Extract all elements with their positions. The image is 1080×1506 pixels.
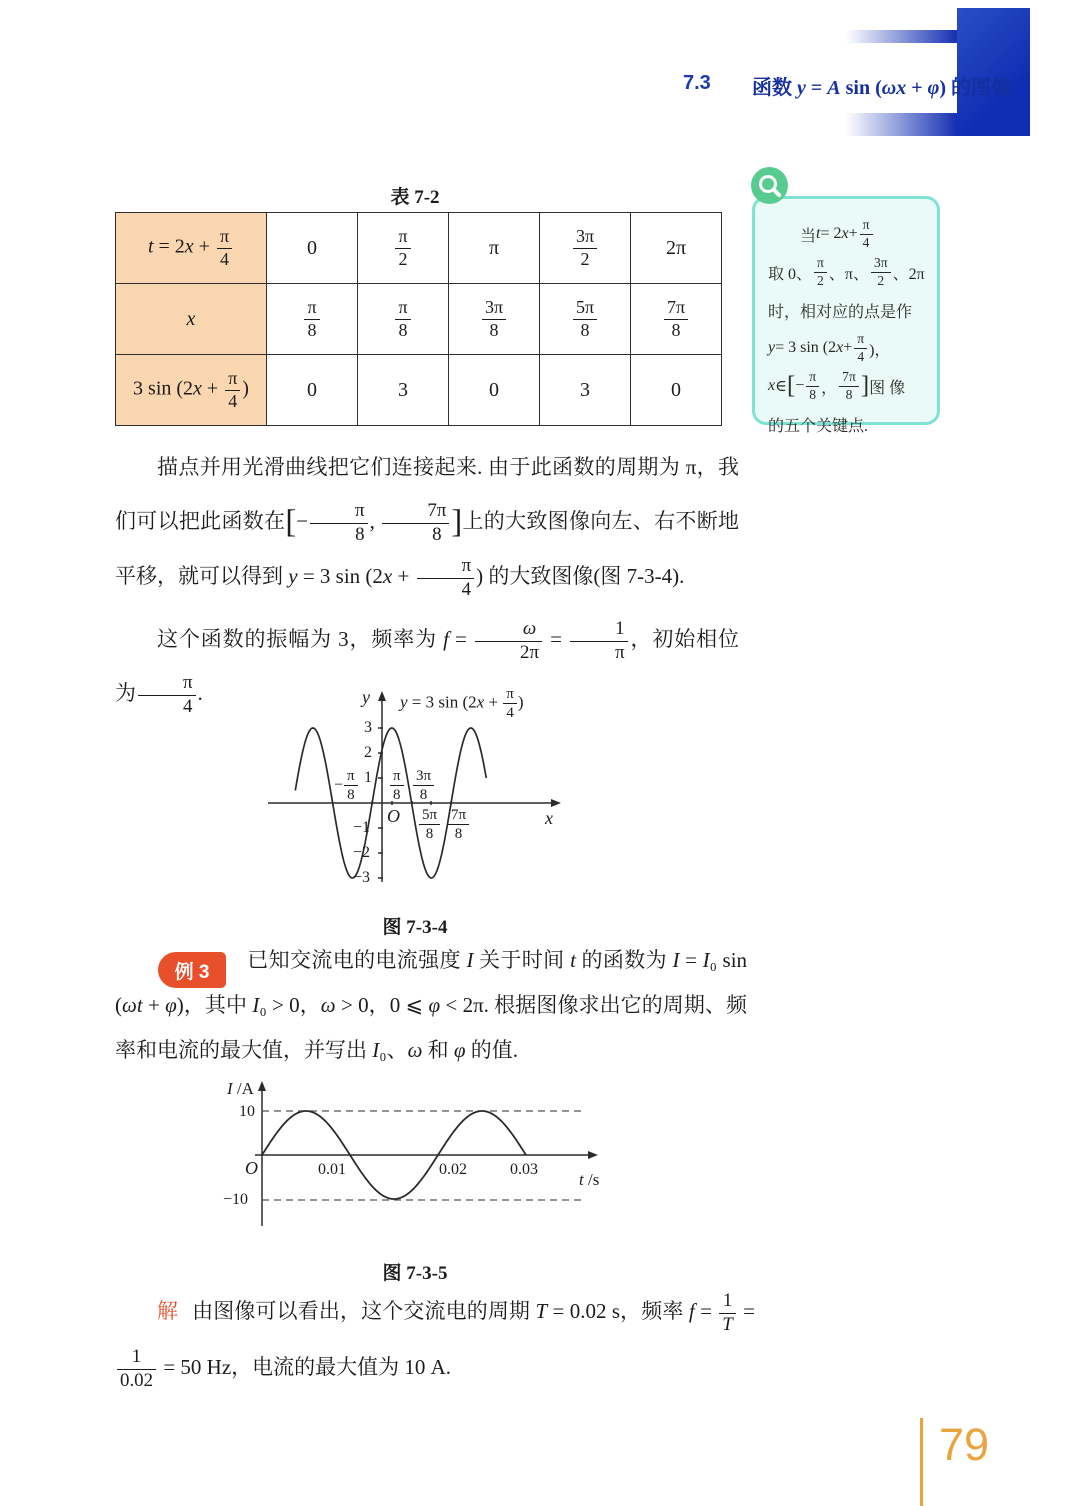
paragraph-plot-description: 描点并用光滑曲线把它们连接起来. 由于此函数的周期为 π，我们可以把此函数在[− $\frac{\pi}{8}$ , $\frac{7\pi}{8}$ ]上的大致图像向左、右不断地平移，就可以得到 y = 3 sin (2x + $\frac{\pi}{4}$ ) 的大致图像(图 7-3-4).	[115, 455, 740, 600]
sidenote-line: 当 t = 2 x + $\frac{\pi}{4}$	[768, 215, 929, 253]
table-row-header: x	[116, 284, 267, 355]
sidenote-line: y = 3 sin (2 x + $\frac{\pi}{4}$ )，	[768, 330, 891, 364]
table-row-header: 3 sin (2x + $\frac{\pi}{4}$ )	[116, 355, 267, 426]
y-axis-label: I /A	[227, 1079, 254, 1098]
sidenote-line: 的五个关键点.	[768, 417, 869, 435]
sidenote-line: 取 0、 $\frac{\pi}{2}$ 、π、 $\frac{3\pi}{2}$ 、2π	[768, 254, 925, 288]
x-tick-label: $\frac{3\pi}{8}$	[412, 768, 435, 803]
table-cell: 0	[631, 355, 722, 426]
section-number: 7.3	[683, 72, 711, 94]
x-tick-label: 0.02	[439, 1161, 467, 1178]
solution-text: 由图像可以看出，这个交流电的周期 T = 0.02 s，频率 f = $\frac{1}{T}$ = $\frac{1}{0.02}$ = 50 Hz，电流的最大值为 10 A.	[115, 1299, 755, 1379]
figure-caption: 图 7-3-4	[382, 917, 448, 938]
table-cell: 2π	[631, 213, 722, 284]
table-cell: $\frac{5\pi}{8}$	[540, 284, 631, 355]
y-axis-label: y	[362, 687, 370, 707]
table-cell: $\frac{\pi}{2}$	[358, 213, 449, 284]
x-tick-label: 0.03	[510, 1161, 538, 1178]
table-cell: $\frac{3\pi}{2}$	[540, 213, 631, 284]
table-cell: $\frac{7\pi}{8}$	[631, 284, 722, 355]
y-tick-label: −3	[353, 869, 371, 886]
table-cell: 0	[267, 355, 358, 426]
chapter-title: 函数 y = A sin (ωx + φ) 的图像	[752, 77, 1012, 99]
table-cell: $\frac{3\pi}{8}$	[449, 284, 540, 355]
x-tick-label: $\frac{5\pi}{8}$	[418, 807, 441, 842]
table-cell: π	[449, 213, 540, 284]
y-tick-label: 10	[239, 1103, 255, 1120]
table-cell: $\frac{\pi}{8}$	[358, 284, 449, 355]
x-axis-label: x	[545, 808, 553, 828]
header-gradient-strip-top	[846, 30, 957, 43]
table-cell: 0	[267, 213, 358, 284]
sidenote-box	[752, 196, 940, 435]
sine-plot-2	[215, 1078, 610, 1238]
table-row-header: t = 2x + $\frac{\pi}{4}$	[116, 213, 267, 284]
table-caption: 表 7-2	[390, 187, 440, 208]
x-tick-label: − $\frac{\pi}{8}$	[334, 768, 359, 803]
table-cell: $\frac{\pi}{8}$	[267, 284, 358, 355]
y-tick-label: 2	[364, 744, 372, 761]
x-tick-label: $\frac{7\pi}{8}$	[447, 807, 470, 842]
figure-7-3-5	[215, 1078, 610, 1238]
table-cell: 0	[449, 355, 540, 426]
y-tick-label: −1	[353, 819, 371, 836]
page-number-rule	[920, 1418, 923, 1506]
y-tick-label: 3	[364, 719, 372, 736]
table-row	[116, 213, 722, 284]
x-tick-label: $\frac{\pi}{8}$	[389, 768, 405, 803]
y-tick-label: −2	[353, 844, 371, 861]
header-gradient-strip-bottom	[846, 113, 957, 136]
values-table	[115, 212, 722, 426]
curve-equation-label: y = 3 sin (2x + $\frac{\pi}{4}$ )	[400, 686, 524, 722]
origin-label: O	[245, 1158, 258, 1178]
y-tick-label: −10	[223, 1191, 249, 1208]
table-cell: 3	[358, 355, 449, 426]
figure-caption: 图 7-3-5	[382, 1263, 448, 1284]
figure-7-3-4	[250, 686, 580, 910]
example-badge: 例 3	[158, 952, 226, 988]
paragraph-amplitude-frequency: 这个函数的振幅为 3，频率为 f = $\frac{\omega}{2\pi}$ = $\frac{1}{\pi}$ ，初始相位为 $\frac{\pi}{4}$ .	[115, 618, 740, 717]
origin-label: O	[387, 806, 400, 826]
sidenote-line: 时，相对应的点是作	[768, 303, 913, 321]
table-row	[116, 284, 722, 355]
page-number: 79	[939, 1419, 990, 1470]
x-axis-label: t /s	[579, 1170, 600, 1189]
y-tick-label: 1	[364, 769, 372, 786]
x-tick-label: 0.01	[318, 1161, 346, 1178]
magnifier-icon	[751, 167, 788, 204]
table-cell: 3	[540, 355, 631, 426]
sidenote-line: x ∈ [ − $\frac{\pi}{8}$ ， $\frac{7\pi}{8}$ ] 图 像	[768, 368, 906, 402]
table-row	[116, 355, 722, 426]
solution-label: 解	[157, 1299, 179, 1323]
solution-paragraph	[115, 1283, 755, 1395]
example-text: 已知交流电的电流强度 I 关于时间 t 的函数为 I = I₀ sin (ωt + φ)，其中 I₀ > 0，ω > 0，0 ⩽ φ < 2π. 根据图像求出它的周期、频率和电流的最大值，并写出 I₀、ω 和 φ 的值.	[115, 948, 748, 1062]
